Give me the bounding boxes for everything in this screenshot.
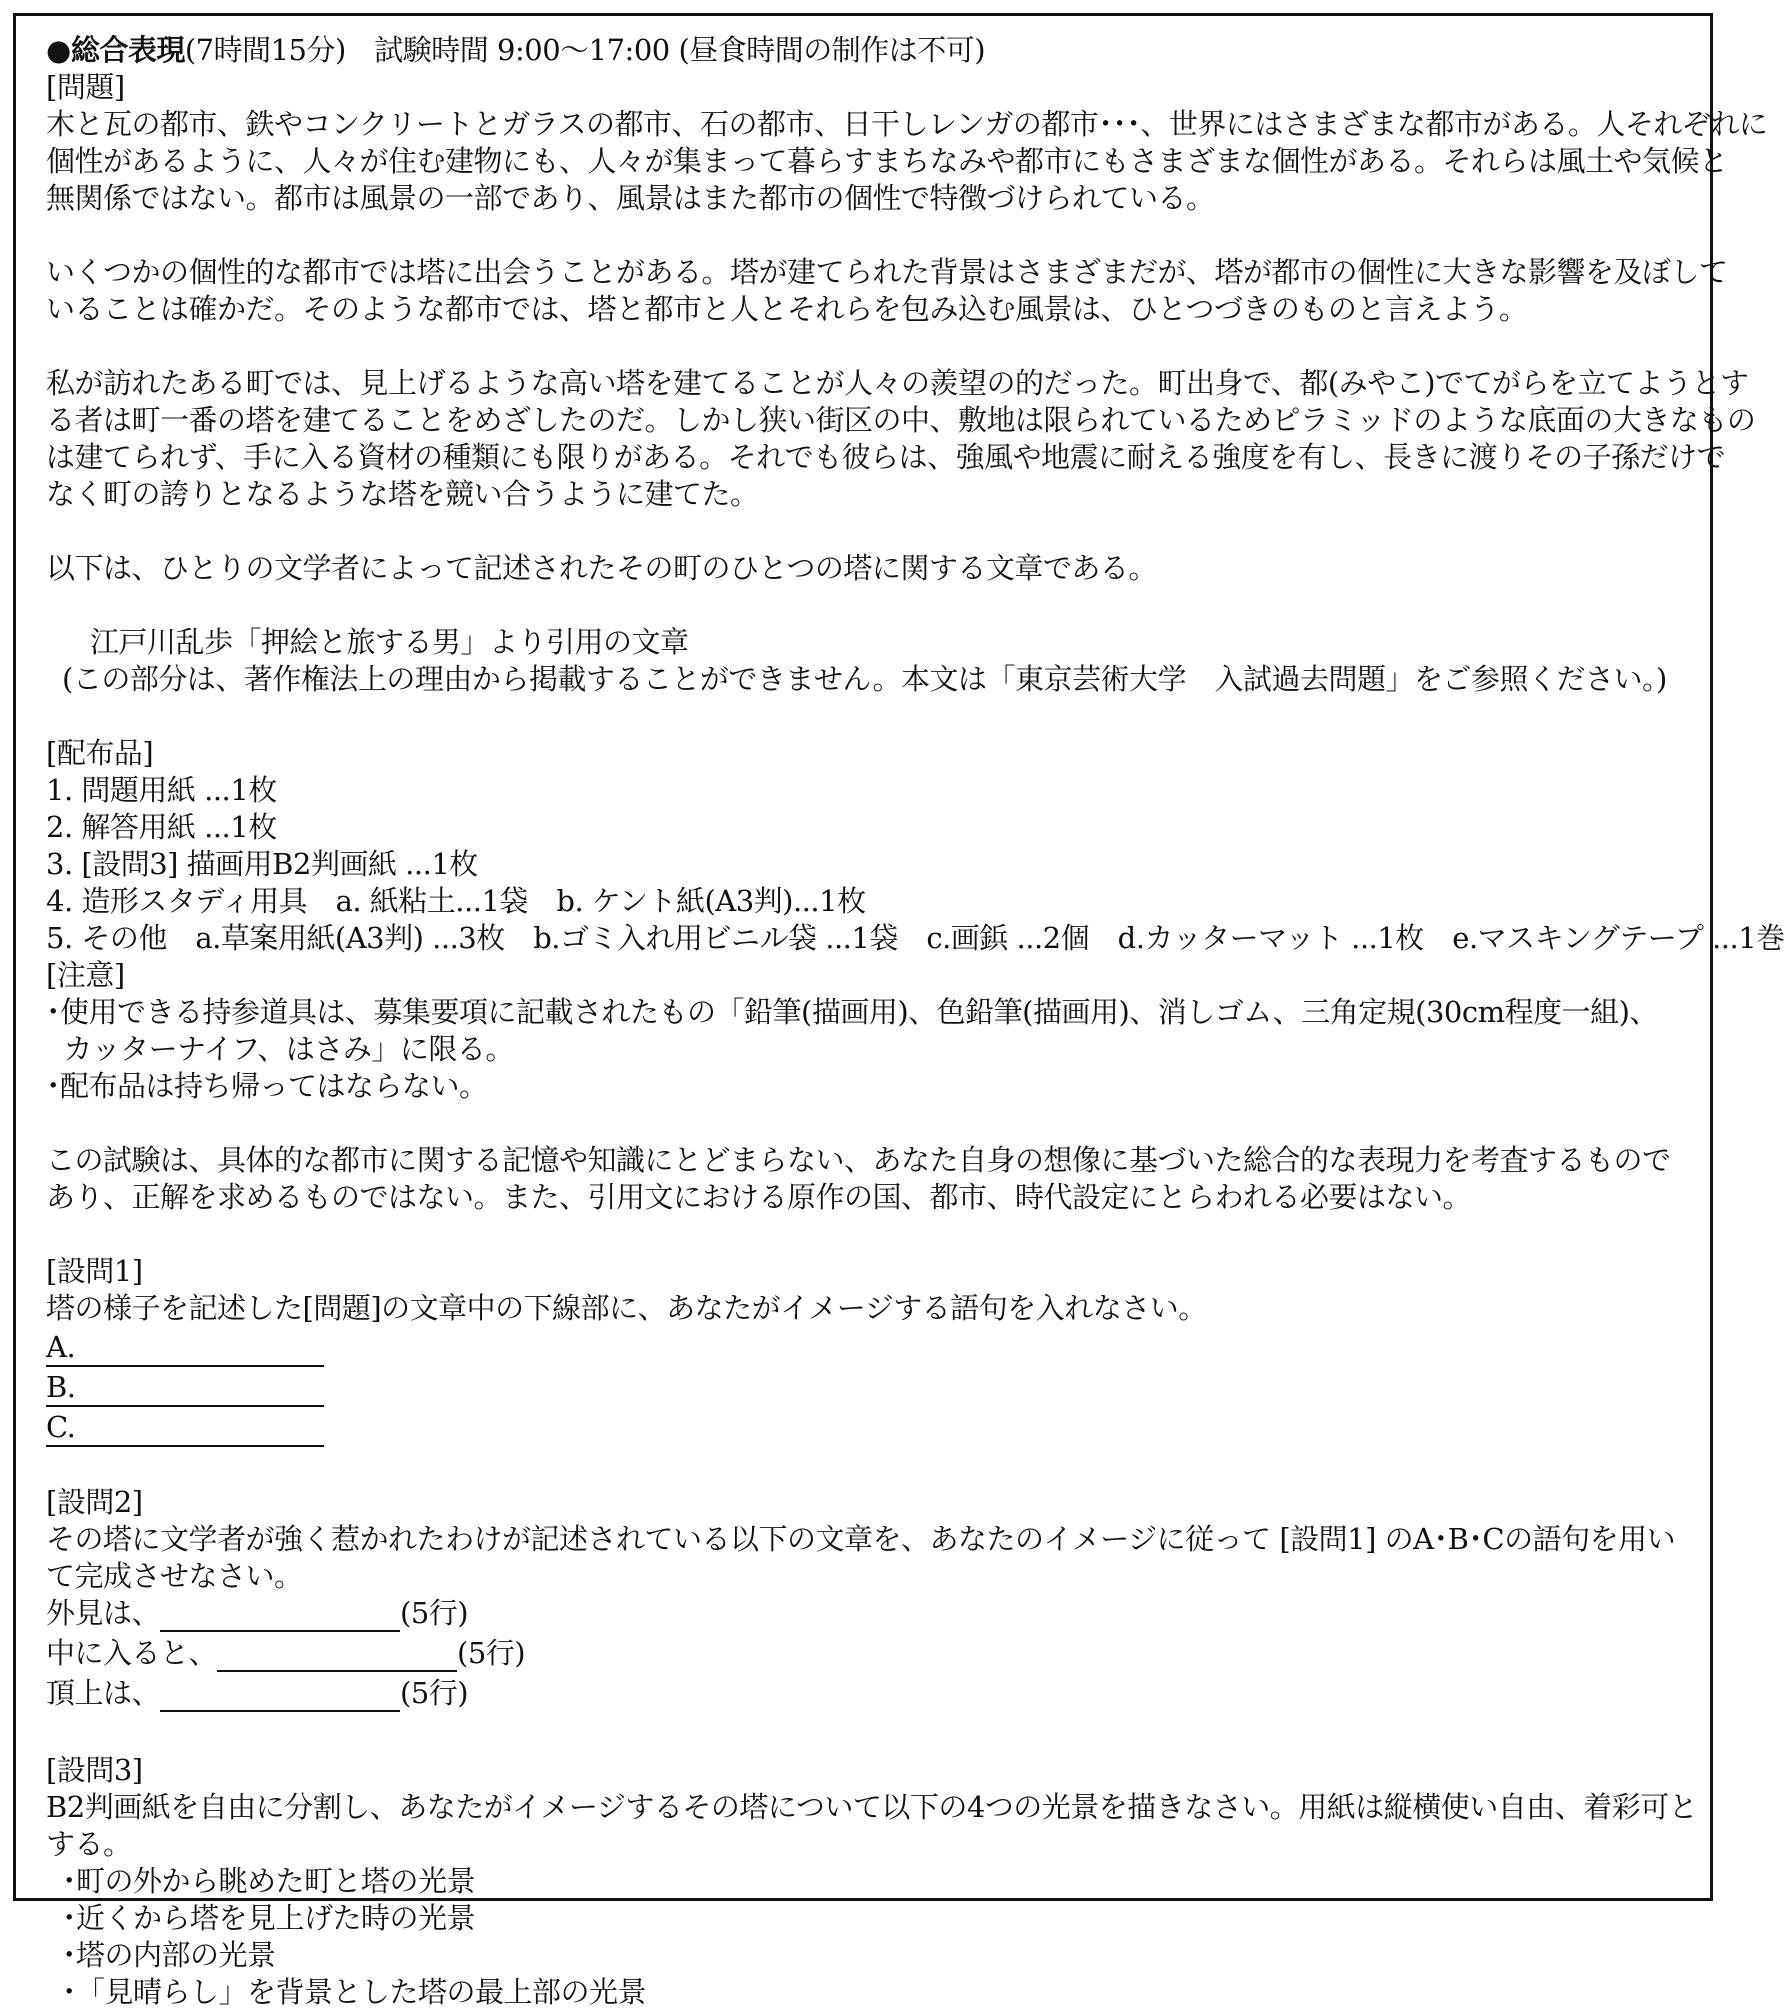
q3-item: ･「見晴らし」を背景とした塔の最上部の光景 xyxy=(62,1975,647,2009)
q1-answer-c xyxy=(46,1407,324,1447)
quote-source: 江戸川乱歩「押絵と旅する男」より引用の文章 xyxy=(90,625,689,659)
q2-row-suffix: (5行) xyxy=(457,1636,526,1670)
problem-p3-line1: 私が訪れたある町では、見上げるような高い塔を建てることが人々の羨望の的だった。町出身で、都(みやこ)でてがらを立てようとす xyxy=(46,366,1749,400)
problem-p1-line1: 木と瓦の都市、鉄やコンクリートとガラスの都市、石の都市、日干しレンガの都市･･･、世界にはさまざまな都市がある。人それぞれに xyxy=(46,107,1768,141)
exam-header xyxy=(46,32,1711,69)
problem-p3-line2: る者は町一番の塔を建てることをめざしたのだ。しかし狭い街区の中、敷地は限られているためピラミッドのような底面の大きなもの xyxy=(46,403,1756,437)
distribution-item: 2. 解答用紙 ...1枚 xyxy=(46,810,277,844)
q3-item: ･町の外から眺めた町と塔の光景 xyxy=(62,1864,476,1898)
header-bullet: ● xyxy=(46,33,71,67)
q3-heading: [設問3] xyxy=(46,1753,143,1787)
q2-row-prefix: 頂上は、 xyxy=(46,1676,161,1710)
q3-item: ･近くから塔を見上げた時の光景 xyxy=(62,1901,476,1935)
q2-row-prefix: 外見は、 xyxy=(46,1596,161,1630)
q2-row-exterior xyxy=(46,1595,1711,1635)
distribution-item: 1. 問題用紙 ...1枚 xyxy=(46,773,277,807)
problem-p1-line2: 個性があるように、人々が住む建物にも、人々が集まって暮らすまちなみや都市にもさまざまな個性がある。それらは風土や気候と xyxy=(46,144,1728,178)
q2-text-line2: て完成させなさい。 xyxy=(46,1559,303,1593)
header-title: 総合表現 xyxy=(70,33,185,67)
q2-row-summit xyxy=(46,1675,1711,1715)
notes-heading: [注意] xyxy=(46,958,125,992)
problem-p2-line2: いることは確かだ。そのような都市では、塔と都市と人とそれらを包み込む風景は、ひとつづきのものと言えよう。 xyxy=(46,292,1528,326)
problem-heading: [問題] xyxy=(46,70,125,104)
problem-p3-line4: なく町の誇りとなるような塔を競い合うように建てた。 xyxy=(46,477,759,511)
exam-content xyxy=(46,32,1785,2011)
q2-blank xyxy=(217,1640,457,1672)
notes-closing-line2: あり、正解を求めるものではない。また、引用文における原作の国、都市、時代設定にとらわれる必要はない。 xyxy=(46,1180,1472,1214)
distribution-item: 3. [設問3] 描画用B2判画紙 ...1枚 xyxy=(46,847,478,881)
distribution-item: 5. その他 a.草案用紙(A3判) ...3枚 b.ゴミ入れ用ビニル袋 ...1袋 c.画鋲 ...2個 d.カッターマット ...1枚 e.マスキングテープ ...1巻 xyxy=(46,921,1785,955)
distribution-heading: [配布品] xyxy=(46,736,154,770)
q1-answer-a xyxy=(46,1327,324,1367)
problem-p1-line3: 無関係ではない。都市は風景の一部であり、風景はまた都市の個性で特徴づけられている。 xyxy=(46,181,1215,215)
problem-p2-line1: いくつかの個性的な都市では塔に出会うことがある。塔が建てられた背景はさまざまだが、塔が都市の個性に大きな影響を及ぼして xyxy=(46,255,1728,289)
header-time-info: (7時間15分) 試験時間 9:00〜17:00 (昼食時間の制作は不可) xyxy=(184,33,986,67)
distribution-item: 4. 造形スタディ用具 a. 紙粘土...1袋 b. ケント紙(A3判)...1枚 xyxy=(46,884,866,918)
q2-blank xyxy=(160,1680,400,1712)
q1-text: 塔の様子を記述した[問題]の文章中の下線部に、あなたがイメージする語句を入れなさい。 xyxy=(46,1291,1207,1325)
notes-line: カッターナイフ、はさみ」に限る。 xyxy=(46,1032,514,1066)
notes-closing-line1: この試験は、具体的な都市に関する記憶や知識にとどまらない、あなた自身の想像に基づいた総合的な表現力を考査するもので xyxy=(46,1143,1671,1177)
q1-heading: [設問1] xyxy=(46,1254,143,1288)
problem-p4-line1: 以下は、ひとりの文学者によって記述されたその町のひとつの塔に関する文章である。 xyxy=(46,551,1157,585)
q2-row-suffix: (5行) xyxy=(400,1676,469,1710)
q2-blank xyxy=(160,1600,400,1632)
q1-answer-label: C. xyxy=(46,1410,76,1444)
q2-text-line1: その塔に文学者が強く惹かれたわけが記述されている以下の文章を、あなたのイメージに従って [設問1] のA･B･Cの語句を用い xyxy=(46,1522,1676,1556)
q3-text-line1: B2判画紙を自由に分割し、あなたがイメージするその塔について以下の4つの光景を描きなさい。用紙は縦横使い自由、着彩可と xyxy=(46,1790,1698,1824)
q3-item: ･塔の内部の光景 xyxy=(62,1938,276,1972)
q1-answer-label: A. xyxy=(46,1330,76,1364)
notes-line: ･使用できる持参道具は、募集要項に記載されたもの「鉛筆(描画用)、色鉛筆(描画用)、消しゴム、三角定規(30cm程度一組)、 xyxy=(46,995,1658,1029)
q2-heading: [設問2] xyxy=(46,1485,143,1519)
q2-row-interior xyxy=(46,1635,1711,1675)
q1-answer-b xyxy=(46,1367,324,1407)
q2-row-suffix: (5行) xyxy=(400,1596,469,1630)
q2-row-prefix: 中に入ると、 xyxy=(46,1636,218,1670)
problem-p3-line3: は建てられず、手に入る資材の種類にも限りがある。それでも彼らは、強風や地震に耐える強度を有し、長きに渡りその子孫だけで xyxy=(46,440,1726,474)
notes-line: ･配布品は持ち帰ってはならない。 xyxy=(46,1069,488,1103)
q3-text-line2: する。 xyxy=(46,1827,132,1861)
q1-answer-label: B. xyxy=(46,1370,76,1404)
exam-sheet-frame xyxy=(13,13,1785,2009)
quote-copyright-note: (この部分は、著作権法上の理由から掲載することができません。本文は「東京芸術大学 入試過去問題」をご参照ください。) xyxy=(62,662,1667,696)
